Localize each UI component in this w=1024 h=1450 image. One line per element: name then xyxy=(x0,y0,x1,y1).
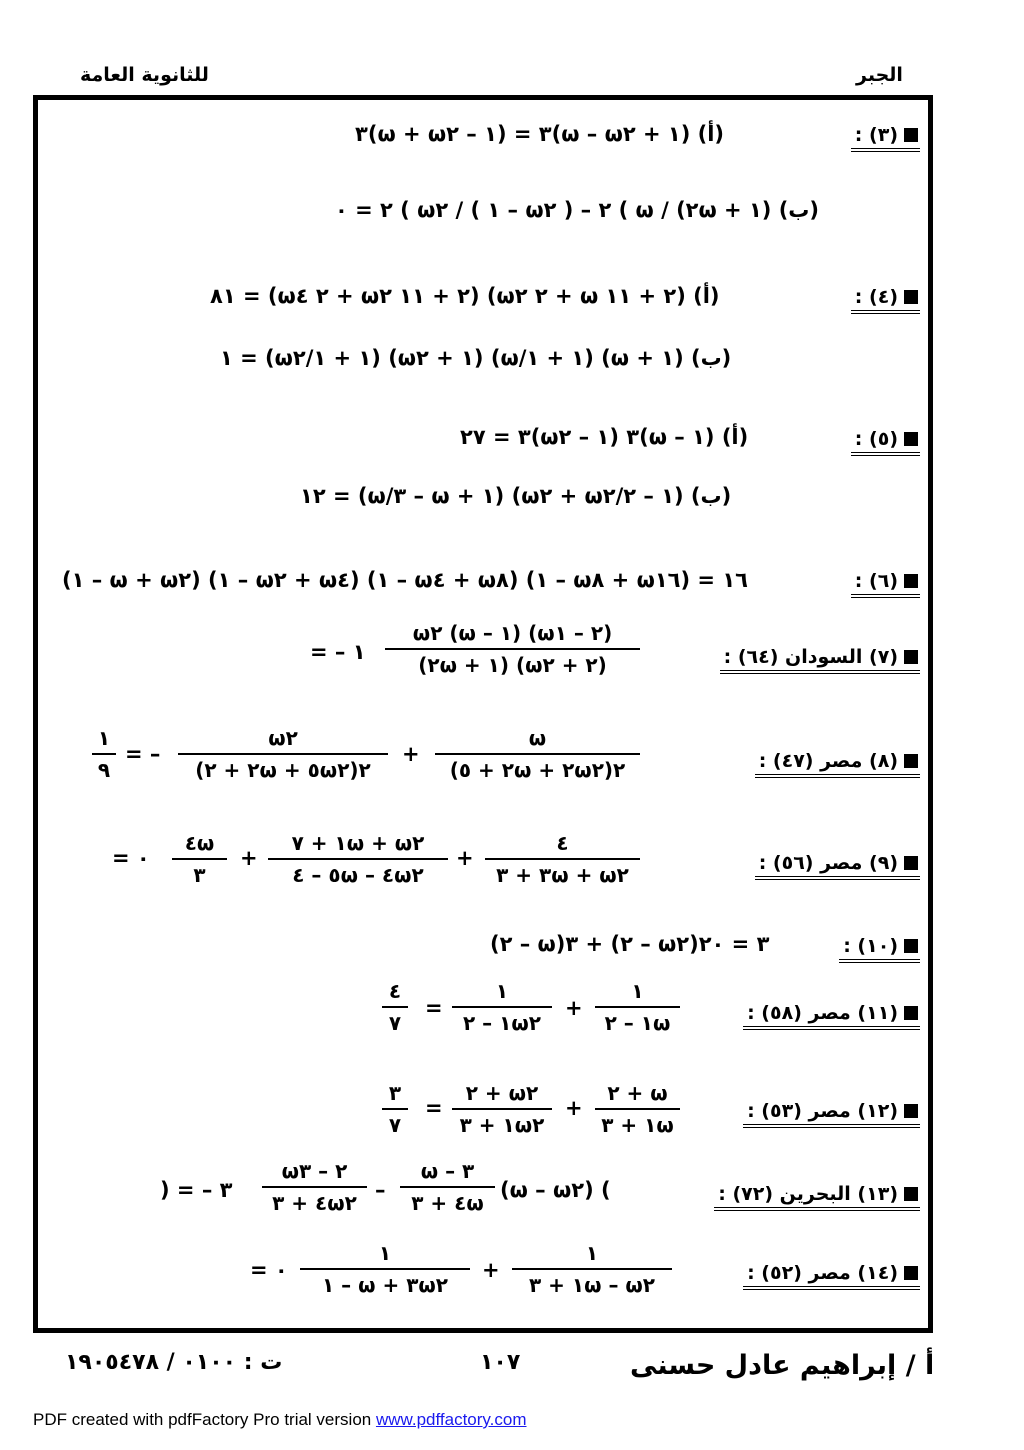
problem-5-part-a: (أ) (١ – ω)٣ (١ – ω٢)٣ = ٢٧ xyxy=(460,425,749,449)
fraction-bar xyxy=(300,1268,470,1270)
fraction-bar xyxy=(512,1268,672,1270)
denominator: ٣ + ٣ω + ω٢ xyxy=(496,863,629,887)
problem-11-rhs-fraction xyxy=(382,978,408,1036)
problem-11-label: (١١) مصر (٥٨) : xyxy=(743,1002,920,1030)
problem-12-label: (١٢) مصر (٥٣) : xyxy=(743,1100,920,1128)
denominator: ٣ xyxy=(193,863,206,887)
problem-9-fraction-1 xyxy=(485,830,640,888)
problem-3-label: (٣) : xyxy=(851,124,920,152)
operator: + xyxy=(456,846,474,870)
pdf-note-text: PDF created with pdfFactory Pro trial version xyxy=(33,1410,372,1429)
operator: = – xyxy=(125,742,161,766)
denominator: ١ – ω + ٣ω٢ xyxy=(321,1273,449,1297)
header-right: الجبر xyxy=(856,64,903,86)
fraction-bar xyxy=(262,1186,367,1188)
denominator: ١ + ٣ω xyxy=(601,1113,674,1137)
fraction-bar xyxy=(595,1108,680,1110)
problem-7-fraction xyxy=(385,620,640,678)
problem-8-fraction-2 xyxy=(178,725,388,783)
operator: = xyxy=(425,1096,443,1120)
problem-11-fraction-2 xyxy=(452,978,552,1036)
problem-5-label: (٥) : xyxy=(851,428,920,456)
problem-8-fraction-1 xyxy=(435,725,640,783)
operator: + xyxy=(240,846,258,870)
operator: = ٠ xyxy=(112,846,150,870)
numerator: ٤ω xyxy=(184,831,215,855)
fraction-bar xyxy=(452,1006,552,1008)
square-bullet-icon xyxy=(904,856,918,870)
operator: = ٠ xyxy=(250,1258,288,1282)
problem-14-label: (١٤) مصر (٥٢) : xyxy=(743,1262,920,1290)
fraction-bar xyxy=(172,858,227,860)
denominator: ٤ + ٣ω xyxy=(411,1191,484,1215)
denominator: (٢ + ٥ω + ٢ω٢)٢ xyxy=(449,758,626,782)
square-bullet-icon xyxy=(904,650,918,664)
denominator: ١ + ٣ω٢ xyxy=(459,1113,545,1137)
fraction-bar xyxy=(452,1108,552,1110)
header-left: للثانوية العامة xyxy=(80,64,209,86)
denominator: ٩ xyxy=(97,758,111,782)
square-bullet-icon xyxy=(904,290,918,304)
problem-12-rhs-fraction xyxy=(382,1080,408,1138)
fraction-bar xyxy=(92,753,116,755)
numerator: ١ xyxy=(495,979,509,1003)
footer-page-number: ١٠٧ xyxy=(480,1350,521,1375)
denominator: ٧ xyxy=(388,1011,402,1035)
problem-14-fraction-2 xyxy=(300,1240,470,1298)
problem-8-rhs-fraction xyxy=(92,725,116,783)
numerator: ٣ xyxy=(388,1081,402,1105)
numerator: ١ xyxy=(631,979,644,1003)
square-bullet-icon xyxy=(904,1104,918,1118)
problem-4-part-a: (أ) (٢ + ١١ ω + ٢ ω٢) (٢ + ١١ ω٢ + ٢ ω٤) = ٨١ xyxy=(210,284,720,308)
square-bullet-icon xyxy=(904,432,918,446)
numerator: ω xyxy=(528,726,547,750)
operator: + xyxy=(565,1096,583,1120)
numerator: ٢ + ω xyxy=(607,1081,668,1105)
operator: – xyxy=(375,1178,386,1202)
fraction-bar xyxy=(385,648,640,650)
square-bullet-icon xyxy=(904,574,918,588)
square-bullet-icon xyxy=(904,1187,918,1201)
denominator: ١ – ٢ω٢ xyxy=(463,1011,541,1035)
fraction-bar xyxy=(400,1186,495,1188)
square-bullet-icon xyxy=(904,128,918,142)
problem-12-fraction-1 xyxy=(595,1080,680,1138)
problem-9-fraction-3 xyxy=(172,830,227,888)
denominator: ١ + ٣ω – ω٢ xyxy=(528,1273,656,1297)
problem-6-label: (٦) : xyxy=(851,570,920,598)
numerator: ٤ xyxy=(556,831,569,855)
problem-4-part-b: (ب) (١ + ω) (١ + ١/ω) (١ + ω٢) (١ + ١/ω٢) = ١ xyxy=(220,346,732,370)
fraction-bar xyxy=(485,858,640,860)
fraction-bar xyxy=(595,1006,680,1008)
numerator: ω٢ (ω – ١) (ω٢ – ١) xyxy=(412,621,613,645)
pdffactory-link[interactable]: www.pdffactory.com xyxy=(375,1410,527,1429)
fraction-bar xyxy=(382,1006,408,1008)
problem-6-expression: (١ – ω + ω٢) (١ – ω٢ + ω٤) (١ – ω٤ + ω٨) (١ – ω٨ + ω١٦) = ١٦ xyxy=(62,568,748,592)
problem-3-part-b: (ب) (١ + ٢ω) / ω ) ٢ – ( ω٢ – ١ ) / ω٢ ) ٢ = ٠ xyxy=(335,198,820,222)
problem-13-fraction-1 xyxy=(400,1158,495,1216)
problem-10-expression: (٢ – ω)٣ + (٢ – ω٢)٣ = ٢٠ xyxy=(490,932,770,956)
operator: + xyxy=(402,742,420,766)
fraction-bar xyxy=(268,858,448,860)
numerator: ω – ٣ xyxy=(420,1159,475,1183)
footer-phone: ت : ٠١٠٠ / ١٩٠٥٤٧٨ xyxy=(65,1350,283,1375)
problem-4-label: (٤) : xyxy=(851,286,920,314)
problem-13-prefix: (ω – ω٢) ( xyxy=(500,1178,611,1202)
numerator: ω٢ xyxy=(268,726,298,750)
problem-8-label: (٨) مصر (٤٧) : xyxy=(755,750,920,778)
numerator: ١ xyxy=(585,1241,599,1265)
denominator: (٢ + ٢ω + ٥ω٢)٢ xyxy=(195,758,371,782)
denominator: ٥ – ٤ω – ٤ω٢ xyxy=(292,863,424,887)
fraction-bar xyxy=(382,1108,408,1110)
problem-9-label: (٩) مصر (٥٦) : xyxy=(755,852,920,880)
square-bullet-icon xyxy=(904,754,918,768)
problem-11-fraction-1 xyxy=(595,978,680,1036)
operator: + xyxy=(565,996,583,1020)
operator: ) = – ٣ xyxy=(160,1178,233,1202)
square-bullet-icon xyxy=(904,1266,918,1280)
pdf-note xyxy=(33,1410,527,1430)
problem-3-part-a: (أ) (١ + ω – ω٢)٣ = (١ – ω + ω٢)٣ xyxy=(355,122,725,146)
problem-14-fraction-1 xyxy=(512,1240,672,1298)
problem-13-label: (١٣) البحرين (٧٢) : xyxy=(714,1183,920,1211)
problem-12-fraction-2 xyxy=(452,1080,552,1138)
footer-author: أ / إبراهيم عادل حسنى xyxy=(630,1350,935,1381)
denominator: ٧ xyxy=(388,1113,402,1137)
problem-7-rhs: = – ١ xyxy=(310,640,366,664)
square-bullet-icon xyxy=(904,939,918,953)
operator: + xyxy=(482,1258,500,1282)
square-bullet-icon xyxy=(904,1006,918,1020)
content-frame xyxy=(33,95,933,1333)
problem-7-label: (٧) السودان (٦٤) : xyxy=(720,646,920,674)
denominator: (٢ω + ١) (ω٢ + ٢) xyxy=(418,653,607,677)
problem-9-fraction-2 xyxy=(268,830,448,888)
numerator: ١ xyxy=(97,726,111,750)
problem-5-part-b: (ب) (١ – ٢/ω٢ + ω٢) (١ + ω – ٣/ω) = ١٢ xyxy=(300,484,732,508)
problem-13-fraction-2 xyxy=(262,1158,367,1216)
denominator: ١ – ٢ω xyxy=(604,1011,671,1035)
fraction-bar xyxy=(178,753,388,755)
numerator: ω٢ – ٣ xyxy=(281,1159,348,1183)
numerator: ١ + ٧ω + ω٢ xyxy=(291,831,425,855)
problem-10-label: (١٠) : xyxy=(839,935,920,963)
denominator: ٤ + ٣ω٢ xyxy=(272,1191,357,1215)
operator: = xyxy=(425,996,443,1020)
numerator: ١ xyxy=(378,1241,392,1265)
fraction-bar xyxy=(435,753,640,755)
numerator: ٤ xyxy=(388,979,402,1003)
numerator: ٢ + ω٢ xyxy=(465,1081,539,1105)
